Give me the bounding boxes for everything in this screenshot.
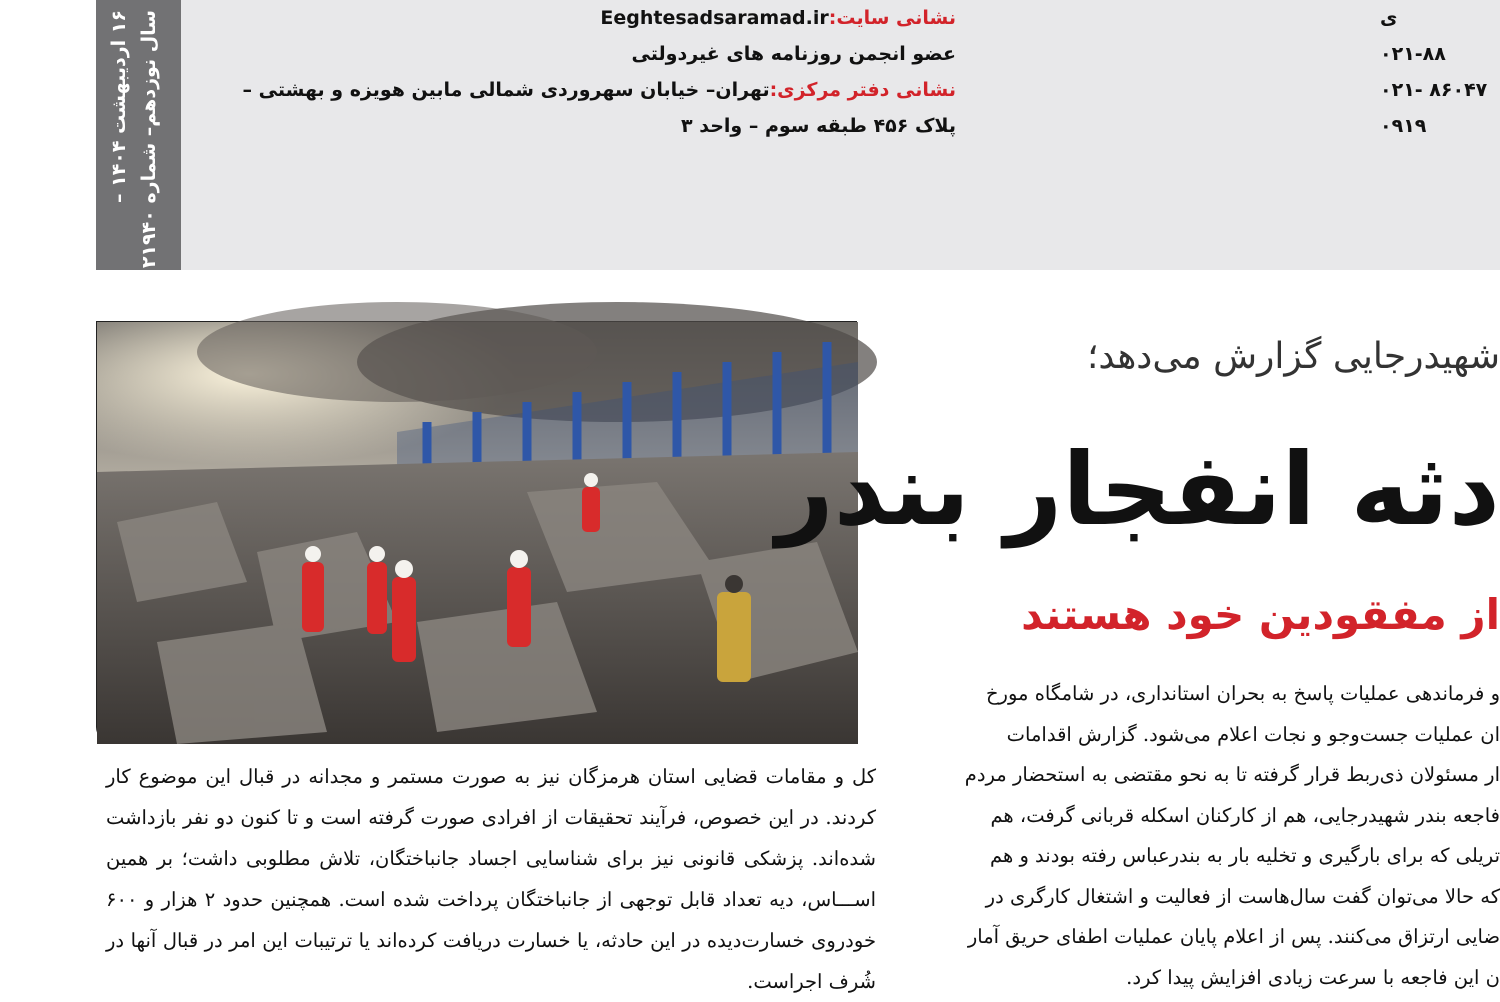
phone-line: ی <box>1380 7 1398 29</box>
article-headline: دثه انفجار بندر <box>776 431 1500 548</box>
article-kicker: شهیدرجایی گزارش می‌دهد؛ <box>1086 336 1500 377</box>
article-subheadline: از مفقودین خود هستند <box>1021 590 1500 639</box>
site-url[interactable]: Eeghtesadsaramad.ir <box>600 7 829 29</box>
phone-line: ۰۹۱۹ <box>1380 115 1427 137</box>
site-label: نشانی سایت: <box>828 7 956 29</box>
article-line: فاجعه بندر شهیدرجایی، هم از کارکنان اسکله قربانی گرفت، هم <box>990 803 1500 827</box>
news-photo <box>96 321 857 743</box>
address-line-2: پلاک ۴۵۶ طبقه سوم – واحد ۳ <box>681 115 956 137</box>
article-column-right <box>922 674 1500 998</box>
article-line: ن این فاجعه با سرعت زیادی افزایش پیدا کرد. <box>1126 965 1500 989</box>
date-issue-strip <box>96 0 181 270</box>
member-line: عضو انجمن روزنامه های غیردولتی <box>631 43 956 65</box>
phone-line: ۰۲۱- ۸۶۰۴۷ <box>1380 79 1488 101</box>
phone-numbers <box>1380 0 1500 144</box>
address-value: تهران– خیابان سهروردی شمالی مابین هویزه و بهشتی – <box>242 79 770 101</box>
explosion-site-image <box>97 322 858 744</box>
issue-number: سال نوزدهم– شماره ۲۱۹۴۰ <box>138 10 160 269</box>
article-column-left <box>106 756 876 1002</box>
article-line: که حالا می‌توان گفت سال‌هاست از فعالیت و اشتغال کارگری در <box>985 884 1500 908</box>
site-line <box>236 0 956 36</box>
article-line: ان عملیات جست‌وجو و نجات اعلام می‌شود. گزارش اقدامات <box>1006 722 1500 746</box>
article-body-left: کل و مقامات قضایی استان هرمزگان نیز به صورت مستمر و مجدانه در قبال این موضوع کار کردند. در این خصوص، فرآیند تحقیقات از افرادی صورت گرفته است و تا کنون دو نفر بازداشت شده‌اند. پزشکی قانونی نیز برای شناسایی اجساد جانباختگان، تلاش مطلوبی داشت؛ بر همین اســـاس، دیه تعداد قابل توجهی از جانباختگان پرداخت شده است. همچنین حدود ۲ هزار و ۶۰۰ خودروی خسارت‌دیده در این حادثه، یا خسارت دریافت کرده‌اند یا ترتیبات این امر در قبال آنها در شُرف اجراست. <box>106 765 877 993</box>
article-line: و فرماندهی عملیات پاسخ به بحران استانداری، در شامگاه مورخ <box>985 682 1500 705</box>
phone-line: ۰۲۱-۸۸ <box>1380 43 1446 65</box>
issue-date: ۱۶ اردیبهشت ۱۴۰۴ – <box>108 10 130 204</box>
address-line <box>236 72 956 108</box>
article-line: ار مسئولان ذی‌ربط قرار گرفته تا به نحو مقتضی به استحضار مردم <box>964 763 1500 786</box>
address-label: نشانی دفتر مرکزی: <box>769 79 956 101</box>
article-line: ضایی ارتزاق می‌کنند. پس از اعلام پایان عملیات اطفای حریق آمار <box>967 925 1500 948</box>
publisher-info <box>236 0 956 144</box>
article-line: تریلی که برای بارگیری و تخلیه بار به بندرعباس رفته بودند و هم <box>989 844 1500 867</box>
